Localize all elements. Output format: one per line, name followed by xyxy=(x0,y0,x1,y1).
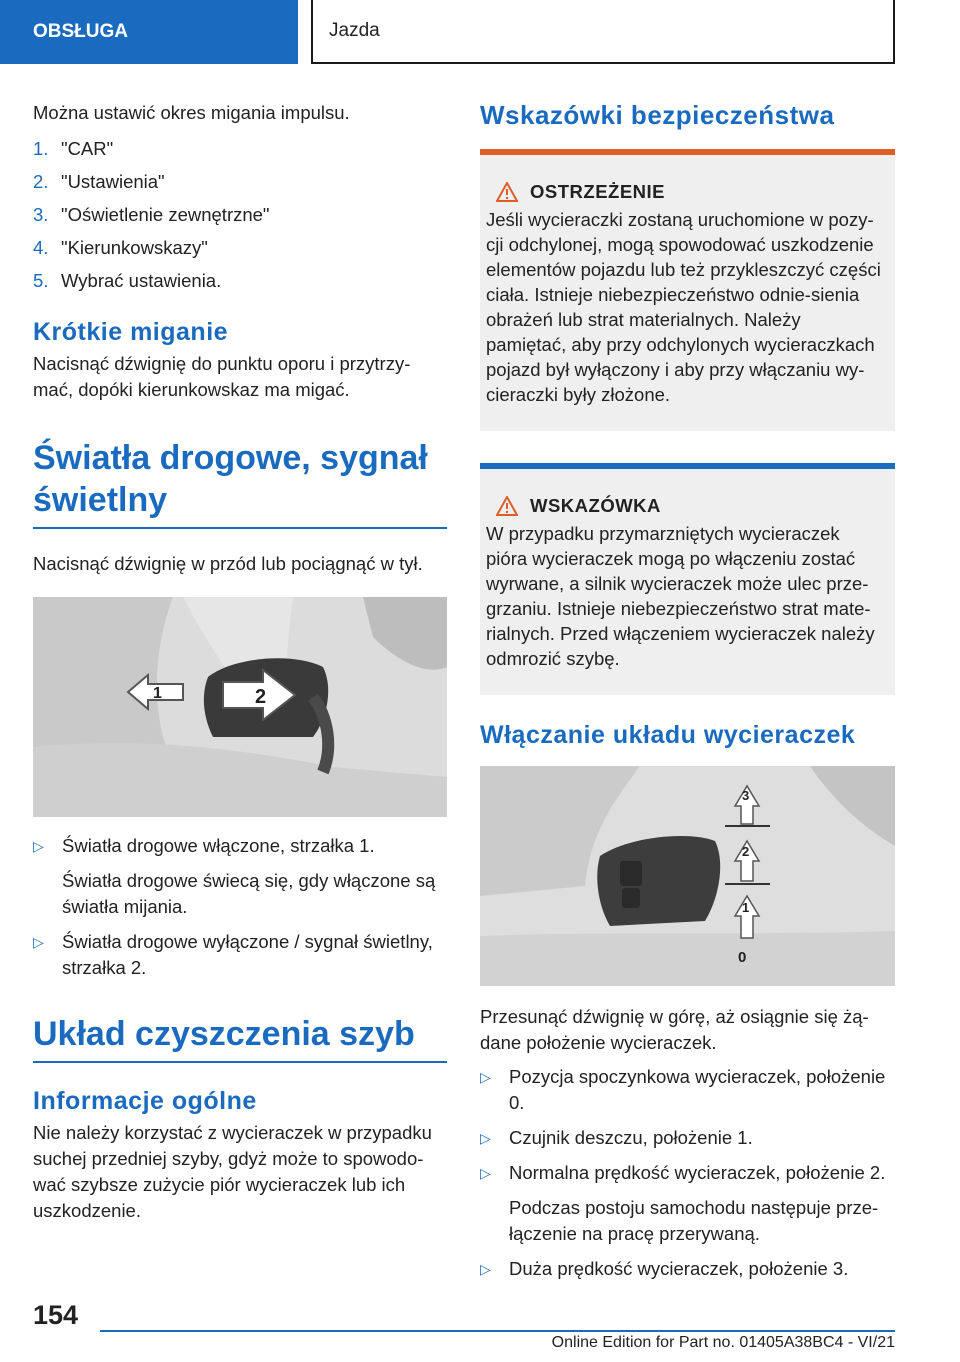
high-beam-text: Nacisnąć dźwignię w przód lub pociągnąć w tył. xyxy=(33,553,423,574)
wipers-heading: Włączanie układu wycieraczek xyxy=(480,721,856,749)
warning-box xyxy=(480,149,895,431)
step-text: "Kierunkowskazy" xyxy=(61,237,208,258)
list-item xyxy=(33,833,447,920)
position-3-label: 3 xyxy=(742,788,750,803)
warning-triangle-icon xyxy=(496,182,518,202)
high-beam-heading: Światła drogowe, sygnał świetlny xyxy=(33,437,447,529)
high-beam-list xyxy=(33,833,447,981)
item-subtext: Światła drogowe świecą się, gdy włączone są światła mijania. xyxy=(62,870,436,917)
item-text: Światła drogowe włączone, strzałka 1. xyxy=(62,835,375,856)
triangle-bullet-icon: ▷ xyxy=(480,1261,491,1277)
step-item xyxy=(33,136,447,162)
arrow-1-label: 1 xyxy=(153,685,162,702)
triangle-bullet-icon: ▷ xyxy=(480,1165,491,1181)
step-number: 5. xyxy=(33,270,49,291)
wipers-text: Przesunąć dźwignię w górę, aż osiągnie się żą-dane położenie wycieraczek. xyxy=(480,1006,869,1053)
stalk-illustration xyxy=(33,597,447,817)
step-item xyxy=(33,235,447,261)
short-blink-heading: Krótkie miganie xyxy=(33,318,229,346)
step-item xyxy=(33,202,447,228)
list-item xyxy=(480,1160,895,1247)
list-item xyxy=(480,1256,895,1282)
warning-title: OSTRZEŻENIE xyxy=(530,181,666,202)
high-beam-figure xyxy=(33,597,447,817)
footer-edition: Online Edition for Part no. 01405A38BC4 - VI/21 xyxy=(551,1334,895,1351)
step-text: Wybrać ustawienia. xyxy=(61,270,222,291)
wipers-list xyxy=(480,1064,895,1282)
intro-text: Można ustawić okres migania impulsu. xyxy=(33,102,350,123)
steps-list xyxy=(33,136,447,294)
triangle-bullet-icon: ▷ xyxy=(33,934,44,950)
notice-text: W przypadku przymarzniętych wycieraczek pióra wycieraczek mogą po włączeniu zostać wyrwane, a silnik wycieraczek może ulec prze-grzaniu. Istnieje niebezpieczeństwo strat mate-rialnych. Przed włączeniem wycieraczek należy odmrozić szybę. xyxy=(486,523,875,669)
step-text: "Oświetlenie zewnętrzne" xyxy=(61,204,270,225)
item-text: Światła drogowe wyłączone / sygnał świetlny, strzałka 2. xyxy=(62,931,433,978)
step-number: 2. xyxy=(33,171,49,192)
item-text: Duża prędkość wycieraczek, położenie 3. xyxy=(509,1258,849,1279)
position-1-label: 1 xyxy=(742,900,750,915)
triangle-bullet-icon: ▷ xyxy=(33,838,44,854)
right-column xyxy=(480,100,895,1291)
step-item xyxy=(33,169,447,195)
step-number: 4. xyxy=(33,237,49,258)
short-blink-text: Nacisnąć dźwignię do punktu oporu i przytrzy-mać, dopóki kierunkowskaz ma migać. xyxy=(33,353,411,400)
page-number: 154 xyxy=(33,1300,79,1330)
position-0-label: 0 xyxy=(738,949,747,966)
cleaning-heading: Układ czyszczenia szyb xyxy=(33,1013,447,1063)
triangle-bullet-icon: ▷ xyxy=(480,1130,491,1146)
safety-heading: Wskazówki bezpieczeństwa xyxy=(480,100,835,130)
left-column xyxy=(33,100,447,1224)
notice-title: WSKAZÓWKA xyxy=(530,495,661,516)
step-number: 1. xyxy=(33,138,49,159)
section-tab xyxy=(0,0,298,64)
item-text: Normalna prędkość wycieraczek, położenie 2. xyxy=(509,1162,886,1183)
item-subtext: Podczas postoju samochodu następuje prze-łączenie na pracę przerywaną. xyxy=(509,1197,879,1244)
step-text: "Ustawienia" xyxy=(61,171,165,192)
warning-header xyxy=(486,181,881,203)
footer-divider xyxy=(100,1330,895,1332)
step-item xyxy=(33,268,447,294)
list-item xyxy=(33,929,447,981)
chapter-tab xyxy=(311,0,895,64)
section-label: OBSŁUGA xyxy=(33,21,128,42)
wiper-stalk-illustration xyxy=(480,766,895,986)
list-item xyxy=(480,1125,895,1151)
general-info-heading: Informacje ogólne xyxy=(33,1087,257,1115)
step-text: "CAR" xyxy=(61,138,114,159)
notice-box xyxy=(480,463,895,695)
arrow-2-label: 2 xyxy=(255,686,267,708)
step-number: 3. xyxy=(33,204,49,225)
general-info-text: Nie należy korzystać z wycieraczek w przypadku suchej przedniej szyby, gdyż może to spowodo-wać szybsze zużycie piór wycieraczek lub ich uszkodzenie. xyxy=(33,1122,432,1221)
item-text: Czujnik deszczu, położenie 1. xyxy=(509,1127,753,1148)
chapter-label: Jazda xyxy=(329,20,380,41)
triangle-bullet-icon: ▷ xyxy=(480,1069,491,1085)
wipers-figure xyxy=(480,766,895,986)
item-text: Pozycja spoczynkowa wycieraczek, położenie 0. xyxy=(509,1066,886,1113)
list-item xyxy=(480,1064,895,1116)
notice-triangle-icon xyxy=(496,496,518,516)
position-2-label: 2 xyxy=(742,844,750,859)
warning-text: Jeśli wycieraczki zostaną uruchomione w pozy-cji odchylonej, mogą spowodować uszkodzenie elementów pojazdu lub też przykleszczyć części ciała. Istnieje niebezpieczeństwo odnie-sienia obrażeń lub strat materialnych. Należy pamiętać, aby przy odchylonych wycieraczkach pojazd był wyłączony i aby przy włączaniu wy-cieraczki były złożone. xyxy=(486,209,881,405)
notice-header xyxy=(486,495,881,517)
